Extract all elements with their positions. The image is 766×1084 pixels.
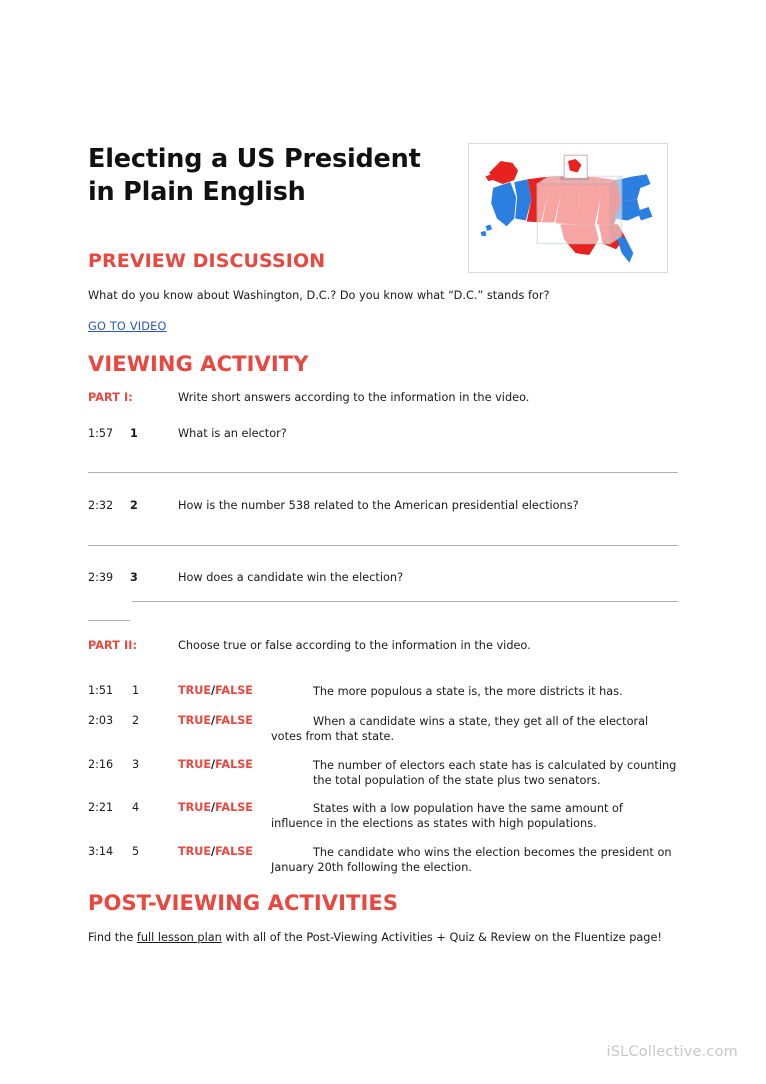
part-1-question-row bbox=[88, 499, 678, 515]
site-watermark: iSLCollective.com bbox=[606, 1044, 738, 1060]
option-separator: / bbox=[210, 801, 216, 814]
statement-text bbox=[271, 801, 685, 832]
true-false-choice[interactable] bbox=[178, 684, 253, 697]
statement-number: 3 bbox=[132, 758, 140, 771]
part-1-instruction-row bbox=[88, 391, 648, 407]
statement-text bbox=[271, 714, 685, 745]
part-2-instruction: Choose true or false according to the information in the video. bbox=[178, 639, 531, 652]
statement-line-1: The more populous a state is, the more districts it has. bbox=[313, 685, 623, 698]
statement-timestamp: 3:14 bbox=[88, 845, 114, 858]
post-viewing-heading: POST-VIEWING ACTIVITIES bbox=[88, 891, 399, 915]
false-option[interactable]: FALSE bbox=[215, 845, 253, 858]
answer-line[interactable] bbox=[88, 472, 678, 473]
question-text: What is an elector? bbox=[178, 427, 287, 440]
true-option[interactable]: TRUE bbox=[178, 845, 211, 858]
true-option[interactable]: TRUE bbox=[178, 684, 211, 697]
statement-number: 1 bbox=[132, 684, 140, 697]
post-viewing-note-before: Find the bbox=[88, 931, 137, 944]
false-option[interactable]: FALSE bbox=[215, 714, 253, 727]
statement-number: 4 bbox=[132, 801, 140, 814]
answer-line-stub[interactable] bbox=[88, 620, 130, 621]
post-viewing-note-after: with all of the Post-Viewing Activities + Quiz & Review on the Fluentize page! bbox=[221, 931, 662, 944]
true-option[interactable]: TRUE bbox=[178, 801, 211, 814]
page-title-line-1: Electing a US President bbox=[88, 144, 421, 174]
answer-line[interactable] bbox=[132, 601, 678, 602]
statement-line-2: votes from that state. bbox=[271, 730, 395, 744]
statement-timestamp: 2:21 bbox=[88, 801, 114, 814]
false-option[interactable]: FALSE bbox=[215, 758, 253, 771]
part-2-instruction-row bbox=[88, 639, 648, 655]
preview-discussion-heading: PREVIEW DISCUSSION bbox=[88, 250, 326, 272]
option-separator: / bbox=[210, 714, 216, 727]
part-2-label: PART II: bbox=[88, 639, 138, 652]
preview-discussion-question: What do you know about Washington, D.C.? Do you know what “D.C.” stands for? bbox=[88, 289, 550, 302]
true-option[interactable]: TRUE bbox=[178, 714, 211, 727]
statement-line-2: influence in the elections as states with high populations. bbox=[271, 817, 597, 831]
full-lesson-plan-link[interactable]: full lesson plan bbox=[136, 931, 222, 944]
true-false-choice[interactable] bbox=[178, 714, 253, 727]
statement-line-2: the total population of the state plus two senators. bbox=[313, 774, 601, 788]
question-text: How is the number 538 related to the American presidential elections? bbox=[178, 499, 579, 512]
viewing-activity-heading: VIEWING ACTIVITY bbox=[88, 352, 309, 376]
statement-line-1: The candidate who wins the election becomes the president on bbox=[313, 846, 672, 859]
part-1-question-row bbox=[88, 571, 678, 587]
part-1-label: PART I: bbox=[88, 391, 133, 404]
false-option[interactable]: FALSE bbox=[215, 801, 253, 814]
statement-number: 2 bbox=[132, 714, 140, 727]
statement-timestamp: 2:16 bbox=[88, 758, 114, 771]
page-title bbox=[88, 143, 458, 208]
question-timestamp: 2:32 bbox=[88, 499, 114, 512]
part-1-instruction: Write short answers according to the information in the video. bbox=[178, 391, 530, 404]
post-viewing-note bbox=[88, 931, 688, 944]
statement-text bbox=[313, 684, 685, 699]
option-separator: / bbox=[210, 684, 216, 697]
true-false-choice[interactable] bbox=[178, 845, 253, 858]
statement-text bbox=[271, 845, 685, 876]
true-option[interactable]: TRUE bbox=[178, 758, 211, 771]
preview-discussion-section bbox=[88, 250, 325, 272]
statement-line-1: States with a low population have the same amount of bbox=[313, 802, 623, 815]
go-to-video-link[interactable]: GO TO VIDEO bbox=[88, 320, 167, 333]
true-false-choice[interactable] bbox=[178, 758, 253, 771]
statement-line-2: January 20th following the election. bbox=[271, 861, 472, 875]
title-block bbox=[88, 143, 688, 208]
question-timestamp: 2:39 bbox=[88, 571, 114, 584]
question-number: 3 bbox=[130, 571, 138, 584]
false-option[interactable]: FALSE bbox=[215, 684, 253, 697]
question-timestamp: 1:57 bbox=[88, 427, 114, 440]
statement-timestamp: 1:51 bbox=[88, 684, 114, 697]
option-separator: / bbox=[210, 758, 216, 771]
question-number: 2 bbox=[130, 499, 138, 512]
page-title-line-2: in Plain English bbox=[88, 176, 306, 207]
statement-line-1: The number of electors each state has is calculated by counting bbox=[313, 759, 677, 772]
option-separator: / bbox=[210, 845, 216, 858]
question-text: How does a candidate win the election? bbox=[178, 571, 404, 584]
statement-number: 5 bbox=[132, 845, 140, 858]
part-1-question-row bbox=[88, 427, 678, 443]
statement-timestamp: 2:03 bbox=[88, 714, 114, 727]
question-number: 1 bbox=[130, 427, 138, 440]
statement-text bbox=[313, 758, 685, 789]
true-false-choice[interactable] bbox=[178, 801, 253, 814]
answer-line[interactable] bbox=[88, 545, 678, 546]
statement-line-1: When a candidate wins a state, they get all of the electoral bbox=[313, 715, 649, 728]
